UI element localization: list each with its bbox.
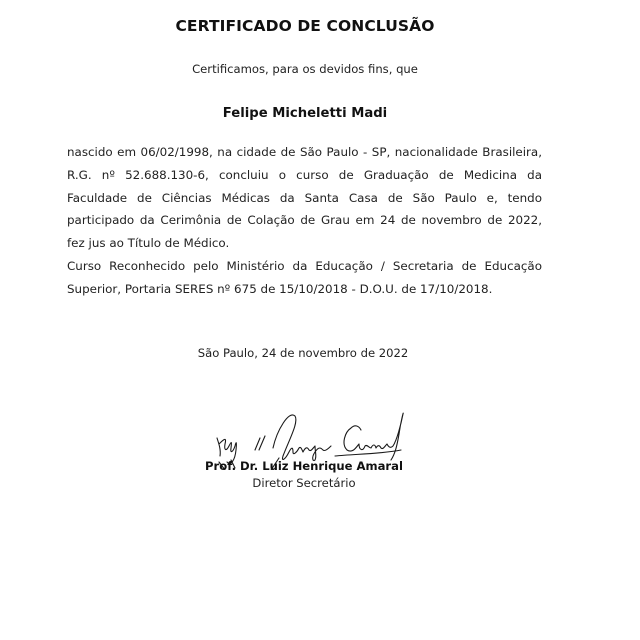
body-line: Superior, Portaria SERES nº 675 de 15/10/2018 - D.O.U. de 17/10/2018. <box>67 281 493 296</box>
certificate-intro: Certificamos, para os devidos fins, que <box>192 62 418 76</box>
body-line: participado da Cerimônia de Colação de Grau em 24 de novembro de 2022, <box>67 213 542 228</box>
body-line: fez jus ao Título de Médico. <box>67 236 230 251</box>
certificate-title: CERTIFICADO DE CONCLUSÃO <box>175 17 435 35</box>
signer-name: Prof. Dr. Luiz Henrique Amaral <box>205 459 403 473</box>
signer-role: Diretor Secretário <box>252 476 356 490</box>
body-line: nascido em 06/02/1998, na cidade de São Paulo - SP, nacionalidade Brasileira, <box>67 145 542 159</box>
graduate-name: Felipe Micheletti Madi <box>222 106 388 121</box>
certificate-body <box>67 141 542 301</box>
body-line: Curso Reconhecido pelo Ministério da Educação / Secretaria de Educação <box>67 258 542 273</box>
body-line: Faculdade de Ciências Médicas da Santa Casa de São Paulo e, tendo <box>67 190 542 205</box>
body-line: R.G. nº 52.688.130-6, concluiu o curso de Graduação de Medicina da <box>67 167 542 182</box>
place-date: São Paulo, 24 de novembro de 2022 <box>197 346 409 360</box>
